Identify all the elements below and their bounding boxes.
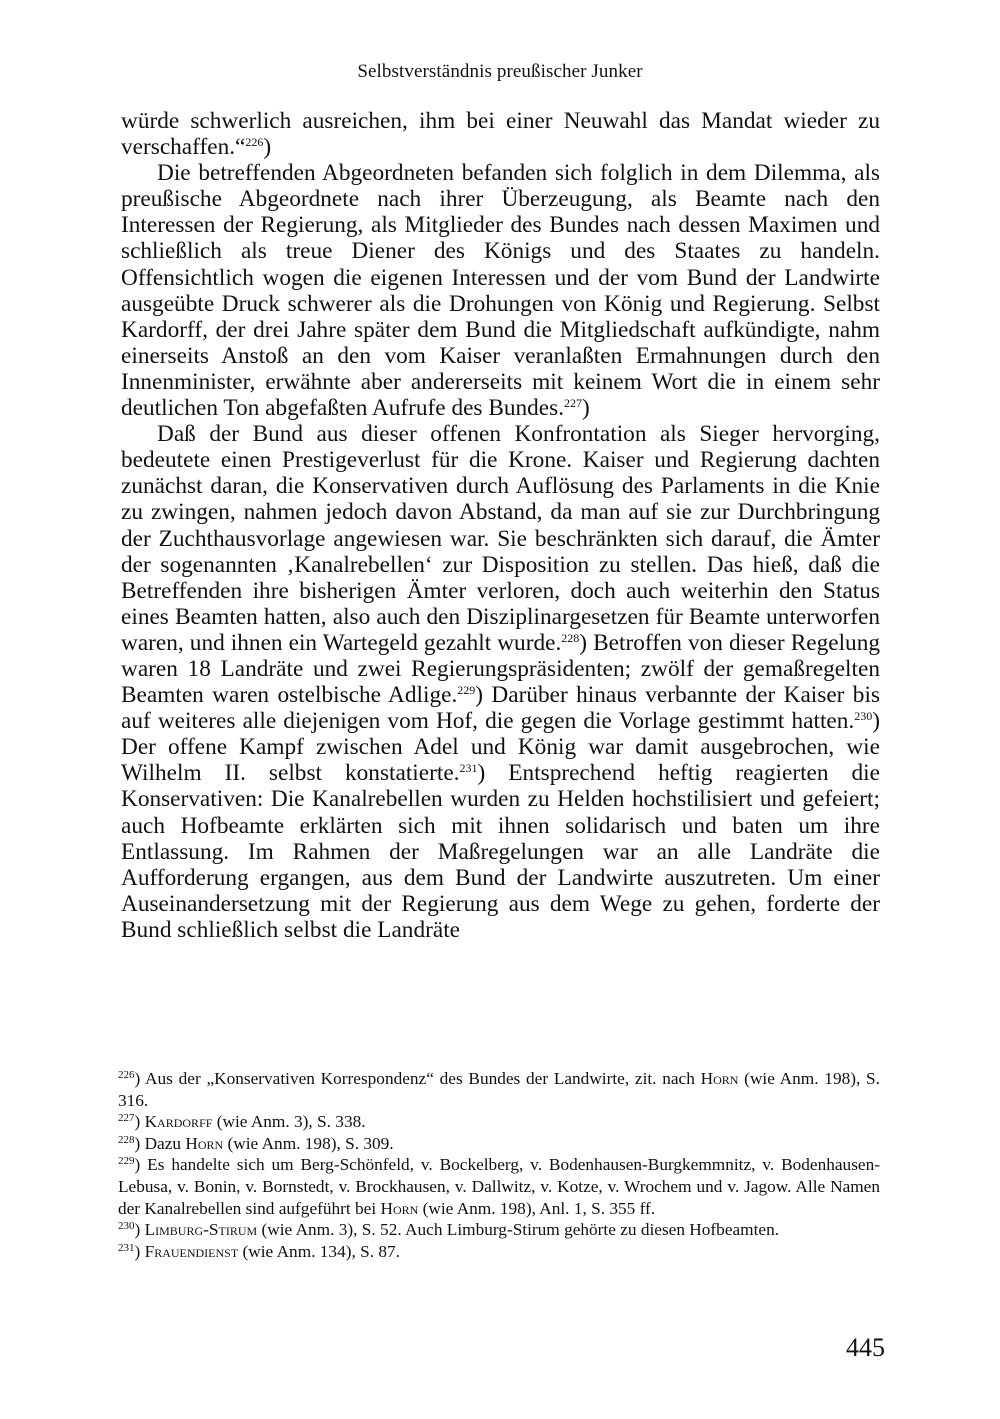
footnote-number: 227 [118,1112,135,1125]
author-name: Limburg-Stirum [144,1220,258,1240]
footnote [118,1133,880,1155]
text-run: (wie Anm. 3), S. 338. [212,1112,366,1132]
text-run: ) [134,1220,145,1240]
text-run: würde schwerlich ausreichen, ihm bei einer Neuwahl das Mandat wieder zu verschaffen.“ [121,108,880,161]
footnote-ref: 230 [854,709,873,724]
text-run: ) Dazu [134,1133,186,1153]
footnote [118,1111,880,1133]
text-run: ) Der offene Kampf zwischen Adel und König war damit ausgebrochen, wie Wilhelm II. selbst konstatierte. [121,708,880,787]
author-name: Frauendienst [144,1241,239,1261]
text-run: ) [582,395,590,422]
paragraph [121,108,880,160]
footnote-ref: 228 [561,630,580,645]
paragraph [121,160,880,421]
text-run: ) Es handelte sich um Berg-Schönfeld, v. Bockelberg, v. Bodenhausen-Burgkemmnitz, v. Bodenhausen-Lebusa, v. Bonin, v. Bornstedt, v. Brockhausen, v. Dallwitz, v. Kotze, v. Wrochem und v. Jagow. Alle Namen der Kanalrebellen sind aufgeführt bei [118,1155,880,1218]
text-run: (wie Anm. 134), S. 87. [238,1241,400,1261]
text-run: Daß der Bund aus dieser offenen Konfrontation als Sieger hervorging, bedeutete einen Prestigeverlust für die Krone. Kaiser und Regierung dachten zunächst daran, die Konservativen durch Auflösung des Parlaments in die Knie zu zwingen, nahmen jedoch davon Abstand, da man auf sie zur Durchbringung der Zuchthausvorlage angewiesen war. Sie beschränkten sich darauf, die Ämter der sogenannten ‚Kanalrebellen‘ zur Disposition zu stellen. Das hieß, daß die Betreffenden ihre bisherigen Ämter verloren, doch auch weiterhin den Status eines Beamten hatten, also auch den Disziplinargesetzen für Beamte unterworfen waren, und ihnen ein Wartegeld gezahlt wurde. [121,421,880,656]
text-run: ) Betroffen von dieser Regelung waren 18 Landräte und zwei Regierungspräsidenten; zwölf der gemaßregelten Beamten waren ostelbische Adlige. [121,629,880,709]
text-run: (wie Anm. 198), Anl. 1, S. 355 ff. [418,1198,656,1218]
text-run: (wie Anm. 3), S. 52. Auch Limburg-Stirum gehörte zu diesen Hofbeamten. [257,1220,780,1240]
text-run: ) Darüber hinaus verbannte der Kaiser bis auf weiteres alle diejenigen vom Hof, die gegen die Vorlage gestimmt hatten. [121,682,880,735]
author-name: Horn [380,1198,419,1218]
page-number: 445 [846,1333,885,1362]
text-run: (wie Anm. 198), S. 309. [223,1133,394,1153]
footnote-number: 231 [118,1241,135,1254]
footnote-number: 230 [118,1220,135,1233]
footnote [118,1241,880,1263]
text-run: Die betreffenden Abgeordneten befanden sich folglich in dem Dilemma, als preußische Abgeordnete nach ihrer Überzeugung, als Beamte nach den Interessen der Regierung, als Mitglieder des Bundes nach dessen Maximen und schließlich als treue Diener des Königs und des Staates zu handeln. Offensichtlich wogen die eigenen Interessen und der vom Bund der Landwirte ausgeübte Druck schwerer als die Drohungen von König und Regierung. Selbst Kardorff, der drei Jahre später dem Bund die Mitgliedschaft aufkündigte, nahm einerseits Anstoß an den vom Kaiser veranlaßten Ermahnungen durch den Innenminister, erwähnte aber andererseits mit keinem Wort die in einem sehr deutlichen Ton abgefaßten Aufrufe des Bundes. [121,160,880,422]
text-run: ) Entsprechend heftig reagierten die Konservativen: Die Kanalrebellen wurden zu Helden hochstilisiert und gefeiert; auch Hofbeamte erklärten sich mit ihnen solidarisch und baten um ihre Entlassung. Im Rahmen der Maßregelungen war an alle Landräte die Aufforderung ergangen, aus dem Bund der Landwirte auszutreten. Um einer Auseinandersetzung mit der Regierung aus dem Wege zu gehen, forderte der Bund schließlich selbst die Landräte [121,760,880,943]
author-name: Kardorff [144,1112,213,1132]
text-run: ) [134,1112,145,1132]
body-text [121,108,880,943]
paragraph [121,421,880,943]
footnote-ref: 231 [459,761,478,776]
footnote-ref: 229 [457,683,476,698]
footnote-number: 226 [118,1069,135,1081]
text-run: ) Aus der „Konservativen Korrespondenz“ des Bundes der Landwirte, zit. nach [134,1069,701,1088]
footnote-number: 229 [118,1155,135,1168]
text-run: ) [134,1241,145,1261]
footnote-number: 228 [118,1133,135,1146]
footnotes [118,1068,880,1262]
running-head: Selbstverständnis preußischer Junker [357,61,643,82]
footnote-ref: 226 [245,135,264,150]
footnote [118,1219,880,1241]
text-run: (wie Anm. 198), S. 316. [118,1069,880,1110]
footnote [118,1154,880,1219]
text-run: ) [263,134,272,161]
footnote [118,1068,880,1111]
author-name: Horn [700,1069,739,1088]
footnote-ref: 227 [564,396,583,411]
author-name: Horn [185,1133,224,1153]
